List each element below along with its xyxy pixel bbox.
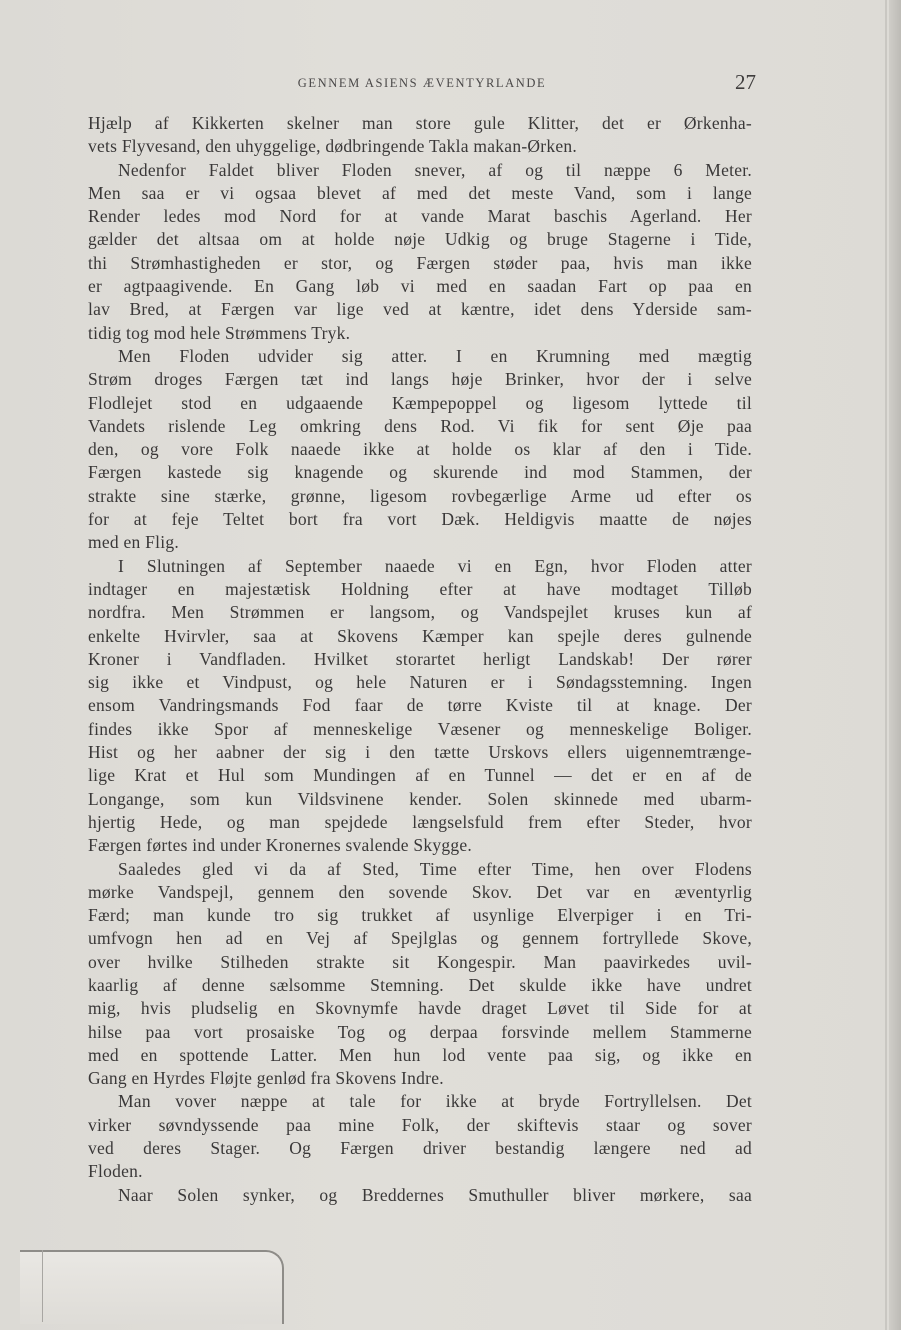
text-line: vets Flyvesand, den uhyggelige, dødbringende Takla makan-Ørken.	[88, 136, 578, 157]
text-line: med en spottende Latter. Men hun lod vente paa sig, og ikke en	[88, 1044, 752, 1065]
text-line: Hist og her aabner der sig i den tætte Urskovs ellers uigennemtrænge-	[88, 742, 752, 763]
text-line: Gang en Hyrdes Fløjte genlød fra Skovens Indre.	[88, 1068, 444, 1089]
text-line: med en Flig.	[88, 532, 179, 553]
text-line: Nedenfor Faldet bliver Floden snever, af og til næppe 6 Meter.	[118, 159, 752, 180]
text-line: nordfra. Men Strømmen er langsom, og Vandspejlet kruses kun af	[88, 602, 752, 623]
text-line: Færgen kastede sig knagende og skurende ind mod Stammen, der	[88, 462, 752, 483]
bookmark-tab-line	[42, 1250, 49, 1322]
page-edge-line	[885, 0, 887, 1330]
page-header	[88, 70, 756, 98]
text-line: mørke Vandspejl, gennem den sovende Skov. Det var en æventyrlig	[88, 881, 752, 902]
text-line: gælder det altsaa om at holde nøje Udkig og bruge Stagerne i Tide,	[88, 229, 752, 250]
text-line: lige Krat et Hul som Mundingen af en Tunnel — det er en af de	[88, 765, 752, 786]
text-line: findes ikke Spor af menneskelige Væsener og menneskelige Boliger.	[88, 718, 752, 739]
text-line: Longange, som kun Vildsvinene kender. Solen skinnede med ubarm-	[88, 788, 752, 809]
text-line: Men saa er vi ogsaa blevet af med det meste Vand, som i lange	[88, 182, 752, 203]
text-line: Hjælp af Kikkerten skelner man store gule Klitter, det er Ørkenha-	[88, 113, 752, 133]
text-line: hjertig Hede, og man spejdede længselsfuld frem efter Steder, hvor	[88, 811, 752, 832]
text-line: Men Floden udvider sig atter. I en Krumning med mægtig	[118, 345, 752, 366]
page-number: 27	[735, 70, 756, 94]
text-line: er agtpaagivende. En Gang løb vi med en saadan Fart op paa en	[88, 276, 752, 297]
text-line: Saaledes gled vi da af Sted, Time efter Time, hen over Flodens	[118, 858, 752, 879]
text-line: Kroner i Vandfladen. Hvilket storartet herligt Landskab! Der rører	[88, 648, 752, 669]
text-line: Færgen førtes ind under Kronernes svalende Skygge.	[88, 835, 472, 856]
text-line: ensom Vandringsmands Fod faar de tørre Kviste til at knage. Der	[88, 695, 752, 716]
text-line: tidig tog mod hele Strømmens Tryk.	[88, 322, 351, 343]
text-line: strakte sine stærke, grønne, ligesom rovbegærlige Arme ud efter os	[88, 485, 752, 506]
text-line: Man vover næppe at tale for ikke at bryde Fortryllelsen. Det	[118, 1091, 752, 1112]
body-text	[88, 112, 752, 1207]
text-line: Flodlejet stod en udgaaende Kæmpepoppel og ligesom lyttede til	[88, 392, 752, 413]
text-line: mig, hvis pludselig en Skovnymfe havde draget Løvet til Side for at	[88, 998, 752, 1019]
bookmark-tab	[20, 1250, 284, 1324]
text-line: umfvogn hen ad en Vej af Spejlglas og gennem fortryllede Skove,	[88, 928, 752, 949]
text-line: Render ledes mod Nord for at vande Marat baschis Agerland. Her	[88, 206, 752, 227]
text-line: Floden.	[88, 1161, 143, 1182]
page-edge-shadow	[889, 0, 901, 1330]
text-line: Færd; man kunde tro sig trukket af usynlige Elverpiger i en Tri-	[88, 905, 752, 926]
text-line: virker søvndyssende paa mine Folk, der skiftevis staar og sover	[88, 1114, 752, 1135]
running-title: GENNEM ASIENS ÆVENTYRLANDE	[297, 76, 547, 90]
text-line: thi Strømhastigheden er stor, og Færgen støder paa, hvis man ikke	[88, 252, 752, 273]
text-line: Vandets rislende Leg omkring dens Rod. Vi fik for sent Øje paa	[88, 415, 752, 436]
text-line: I Slutningen af September naaede vi en Egn, hvor Floden atter	[118, 555, 752, 576]
text-line: enkelte Hvirvler, saa at Skovens Kæmper kan spejle deres gulnende	[88, 625, 752, 646]
text-line: Strøm droges Færgen tæt ind langs høje Brinker, hvor der i selve	[88, 369, 752, 390]
text-line: lav Bred, at Færgen var lige ved at kæntre, idet dens Yderside sam-	[88, 299, 752, 320]
text-line: den, og vore Folk naaede ikke at holde os klar af den i Tide.	[88, 439, 752, 460]
text-line: sig ikke et Vindpust, og hele Naturen er i Søndagsstemning. Ingen	[88, 672, 752, 693]
text-line: kaarlig af denne sælsomme Stemning. Det skulde ikke have undret	[88, 974, 752, 995]
text-line: Naar Solen synker, og Breddernes Smuthuller bliver mørkere, saa	[118, 1184, 752, 1205]
text-line: indtager en majestætisk Holdning efter at have modtaget Tilløb	[88, 578, 752, 599]
text-line: over hvilke Stilheden strakte sit Kongespir. Man paavirkedes uvil-	[88, 951, 752, 972]
text-line: hilse paa vort prosaiske Tog og derpaa forsvinde mellem Stammerne	[88, 1021, 752, 1042]
text-line: ved deres Stager. Og Færgen driver bestandig længere ned ad	[88, 1138, 752, 1159]
text-line: for at feje Teltet bort fra vort Dæk. Heldigvis maatte de nøjes	[88, 509, 752, 530]
